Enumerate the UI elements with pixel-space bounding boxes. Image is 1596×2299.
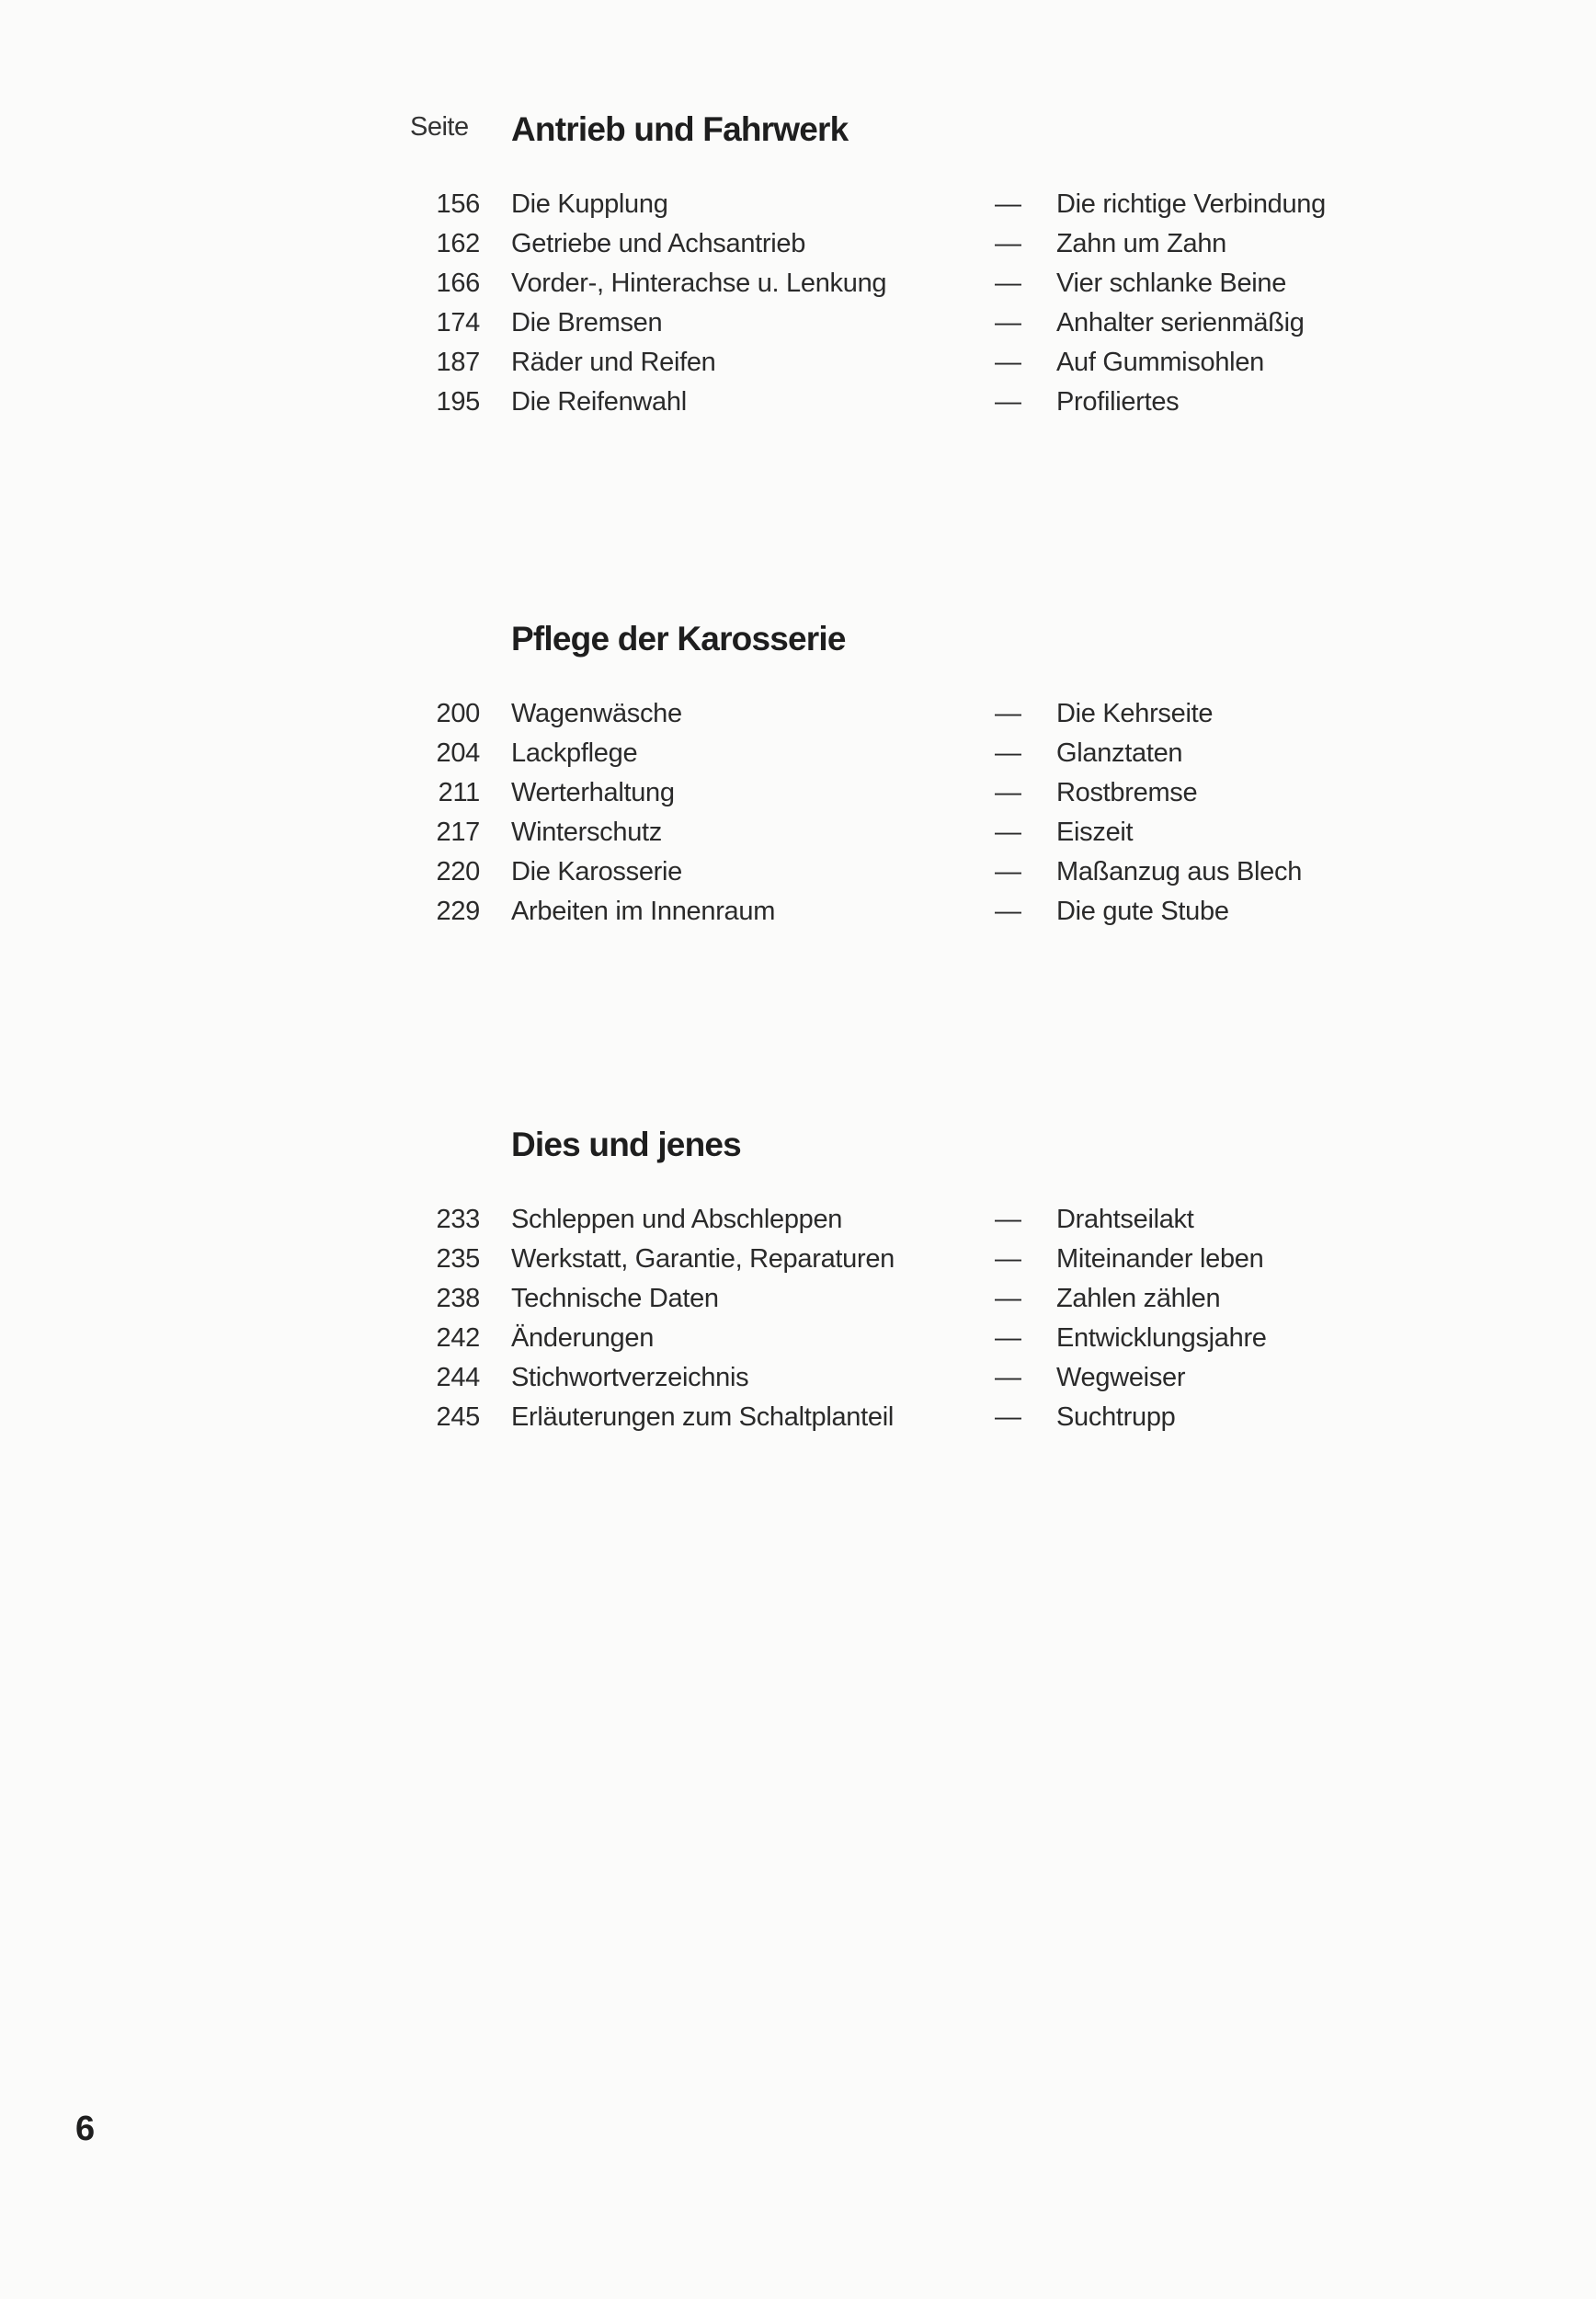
- entry-subtitle: Entwicklungsjahre: [1056, 1323, 1267, 1353]
- entry-page-number: 229: [436, 897, 480, 926]
- entry-page-number: 220: [436, 857, 480, 886]
- entry-dash: —: [995, 269, 1021, 298]
- entry-subtitle: Drahtseilakt: [1056, 1205, 1194, 1234]
- entry-subtitle: Wegweiser: [1056, 1363, 1186, 1392]
- section-heading: Pflege der Karosserie: [511, 620, 846, 658]
- entry-dash: —: [995, 738, 1021, 768]
- entry-title: Die Kupplung: [511, 189, 668, 219]
- entry-page-number: 195: [436, 387, 480, 417]
- section-heading: Antrieb und Fahrwerk: [511, 110, 849, 148]
- entry-page-number: 187: [436, 348, 480, 377]
- entry-title: Winterschutz: [511, 818, 662, 847]
- entry-subtitle: Glanztaten: [1056, 738, 1183, 768]
- entry-dash: —: [995, 348, 1021, 377]
- entry-page-number: 233: [436, 1205, 480, 1234]
- entry-title: Technische Daten: [511, 1284, 719, 1313]
- entry-subtitle: Rostbremse: [1056, 778, 1198, 807]
- entry-subtitle: Miteinander leben: [1056, 1244, 1264, 1274]
- entry-dash: —: [995, 1284, 1021, 1313]
- entry-title: Räder und Reifen: [511, 348, 716, 377]
- entry-title: Wagenwäsche: [511, 699, 682, 728]
- entry-subtitle: Maßanzug aus Blech: [1056, 857, 1303, 886]
- entry-dash: —: [995, 1323, 1021, 1353]
- entry-dash: —: [995, 818, 1021, 847]
- entry-dash: —: [995, 1205, 1021, 1234]
- section-heading: Dies und jenes: [511, 1126, 741, 1163]
- entry-title: Die Reifenwahl: [511, 387, 687, 417]
- entry-subtitle: Eiszeit: [1056, 818, 1134, 847]
- entry-title: Vorder-, Hinterachse u. Lenkung: [511, 269, 887, 298]
- entry-subtitle: Die richtige Verbindung: [1056, 189, 1326, 219]
- entry-title: Werkstatt, Garantie, Reparaturen: [511, 1244, 895, 1274]
- entry-dash: —: [995, 1363, 1021, 1392]
- entry-subtitle: Zahn um Zahn: [1056, 229, 1226, 258]
- entry-page-number: 166: [436, 269, 480, 298]
- entry-page-number: 235: [436, 1244, 480, 1274]
- entry-dash: —: [995, 387, 1021, 417]
- entry-subtitle: Auf Gummisohlen: [1056, 348, 1264, 377]
- entry-dash: —: [995, 699, 1021, 728]
- entry-title: Stichwortverzeichnis: [511, 1363, 749, 1392]
- entry-title: Die Karosserie: [511, 857, 682, 886]
- entry-page-number: 238: [436, 1284, 480, 1313]
- entry-subtitle: Die Kehrseite: [1056, 699, 1214, 728]
- entry-title: Schleppen und Abschleppen: [511, 1205, 843, 1234]
- entry-subtitle: Suchtrupp: [1056, 1402, 1176, 1432]
- column-label-seite: Seite: [410, 112, 469, 142]
- entry-page-number: 244: [436, 1363, 480, 1392]
- entry-title: Erläuterungen zum Schaltplanteil: [511, 1402, 894, 1432]
- entry-dash: —: [995, 857, 1021, 886]
- entry-page-number: 217: [436, 818, 480, 847]
- entry-page-number: 162: [436, 229, 480, 258]
- entry-page-number: 211: [438, 778, 480, 807]
- entry-page-number: 174: [436, 308, 480, 337]
- entry-title: Getriebe und Achsantrieb: [511, 229, 806, 258]
- entry-subtitle: Zahlen zählen: [1056, 1284, 1221, 1313]
- entry-title: Werterhaltung: [511, 778, 675, 807]
- entry-title: Lackpflege: [511, 738, 638, 768]
- entry-page-number: 204: [436, 738, 480, 768]
- entry-subtitle: Vier schlanke Beine: [1056, 269, 1287, 298]
- entry-page-number: 245: [436, 1402, 480, 1432]
- entry-title: Arbeiten im Innenraum: [511, 897, 776, 926]
- entry-page-number: 156: [436, 189, 480, 219]
- entry-page-number: 200: [436, 699, 480, 728]
- entry-page-number: 242: [436, 1323, 480, 1353]
- entry-subtitle: Anhalter serienmäßig: [1056, 308, 1305, 337]
- entry-dash: —: [995, 897, 1021, 926]
- entry-title: Änderungen: [511, 1323, 655, 1353]
- entry-dash: —: [995, 229, 1021, 258]
- entry-dash: —: [995, 308, 1021, 337]
- entry-dash: —: [995, 189, 1021, 219]
- entry-title: Die Bremsen: [511, 308, 663, 337]
- entry-dash: —: [995, 778, 1021, 807]
- entry-subtitle: Die gute Stube: [1056, 897, 1229, 926]
- entry-dash: —: [995, 1402, 1021, 1432]
- entry-subtitle: Profiliertes: [1056, 387, 1180, 417]
- entry-dash: —: [995, 1244, 1021, 1274]
- page-number: 6: [75, 2110, 96, 2148]
